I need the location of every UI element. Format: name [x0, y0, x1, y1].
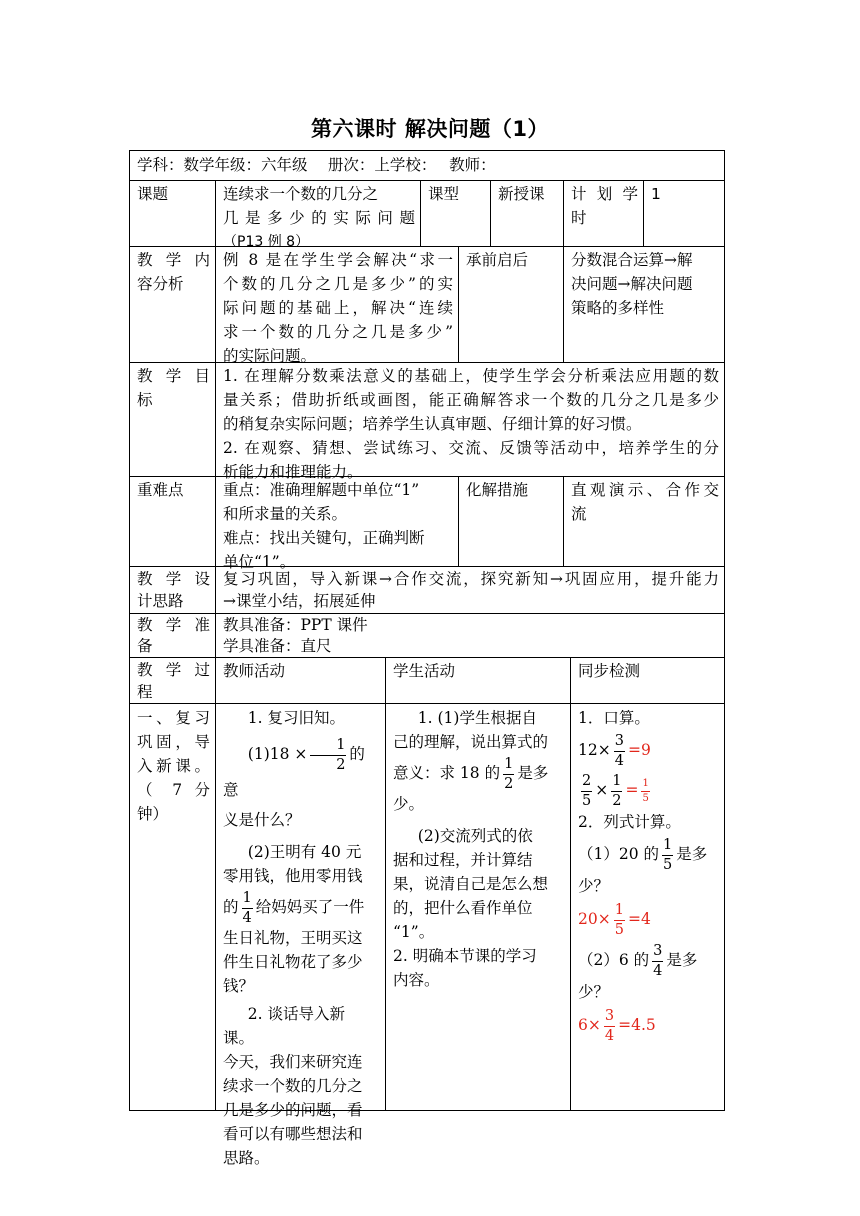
- answer-one-fifth: $\frac{1}{5}$: [642, 777, 649, 804]
- teacher-activity-header: 教师活动: [223, 662, 286, 680]
- answer-9: =9: [627, 741, 651, 759]
- topic-label: 课题: [137, 185, 169, 203]
- connection-text: 分数混合运算→解 决问题→解决问题 策略的多样性: [571, 251, 693, 317]
- fraction-one-quarter: $\frac{1}{4}$: [242, 890, 252, 926]
- planned-hours-value: 1: [651, 185, 661, 203]
- goals-label: 教学目 标: [137, 367, 210, 409]
- connection-label: 承前启后: [466, 251, 529, 269]
- fraction-one-half: $\frac{1}{2}$: [310, 738, 346, 772]
- page-title: 第六课时 解决问题（1）: [311, 117, 549, 141]
- content-analysis-label: 教学内 容分析: [137, 251, 210, 293]
- key-points-label: 重难点: [137, 481, 184, 499]
- design-label: 教学设 计思路: [137, 570, 210, 610]
- prep-label: 教学准 备: [137, 616, 210, 655]
- student-activity-header: 学生活动: [393, 662, 456, 680]
- sync-check-header: 同步检测: [578, 662, 641, 680]
- measures-label: 化解措施: [466, 481, 529, 499]
- measures-text: 直观演示、合作交 流: [571, 481, 719, 523]
- topic-value: 连续求一个数的几分之 几是多少的实际问题 （P13 例 8）: [223, 185, 415, 250]
- fraction-one-fifth: $\frac{1}{5}$: [663, 837, 673, 873]
- content-analysis-text: 例 8 是在学生学会解决“求一 个数的几分之几是多少”的实 际问题的基础上，解决“连续 求一个数的几分之几是多少” 的实际问题。: [223, 251, 453, 365]
- header-info-row: 学科：数学年级：六年级 册次：上学校： 教师：: [137, 156, 496, 174]
- fraction-one-half: $\frac{1}{2}$: [612, 773, 622, 809]
- prep-text: 教具准备：PPT 课件 学具准备：直尺: [223, 616, 368, 655]
- stage1-label: 一、复习 巩固，导 入新课。 （ 7 分 钟）: [137, 709, 210, 823]
- stage1-sync-check: 1．口算。 12× $\frac{3}{4}$ =9 $\frac{2}{5}$ × $\frac{1}{2}$ = $\frac{1}{5}$ 2．列式计算。 （1）20 的 $\frac{1}{5}$ 是多 少？ 20× $\frac{1}{5}$ =4 （2）6 的 $\frac{3}{4}$ 是多 少？ 6× $\frac{3}{4}$ =4.5: [578, 709, 708, 1044]
- key-points-text: 重点：准确理解题中单位“1” 和所求量的关系。 难点：找出关键句，正确判断 单位“1”。: [223, 481, 425, 571]
- stage1-student-activity: 1. (1)学生根据自 己的理解，说出算式的 意义：求 18 的 $\frac{1}{2}$ 是多 少。 (2)交流列式的依 据和过程，并计算结 果，说清自己是怎么想 的，把什么看作单位 “1”。 2. 明确本节课的学习 内容。: [393, 709, 549, 989]
- answer-4: =4: [627, 910, 651, 928]
- design-text: 复习巩固，导入新课→合作交流，探究新知→巩固应用，提升能力 →课堂小结，拓展延伸: [223, 570, 719, 610]
- planned-hours-label: 计划学 时: [571, 185, 638, 227]
- lesson-type-label: 课型: [428, 185, 460, 203]
- goals-text: 1. 在理解分数乘法意义的基础上，使学生学会分析乘法应用题的数 量关系；借助折纸或画图，能正确解答求一个数的几分之几是多少 的稍复杂实际问题；培养学生认真审题、仔细计算的好习惯。 2. 在观察、猜想、尝试练习、交流、反馈等活动中，培养学生的分 析能力和推理能力。: [223, 367, 719, 481]
- lesson-type-value: 新授课: [498, 185, 545, 203]
- fraction-one-fifth: $\frac{1}{5}$: [614, 902, 624, 938]
- fraction-three-quarters: $\frac{3}{4}$: [614, 733, 624, 769]
- stage1-teacher-activity: 1. 复习旧知。 (1)18 × $\frac{1}{2}$ 的意 义是什么？ (2)王明有 40 元 零用钱，他用零用钱 的 $\frac{1}{4}$ 给妈妈买了一件 生日礼物，王明买这 件生日礼物花了多少 钱？ 2. 谈话导入新 课。 今天，我们来研究连 续求一个数的几分之 几是多少的问题，看 看可以有哪些想法和 思路。: [223, 709, 365, 1167]
- fraction-one-half: $\frac{1}{2}$: [504, 756, 514, 792]
- answer-4-5: =4.5: [618, 1016, 656, 1034]
- fraction-three-quarters: $\frac{3}{4}$: [653, 943, 663, 979]
- process-label: 教学过 程: [137, 661, 210, 701]
- fraction-three-quarters: $\frac{3}{4}$: [604, 1008, 615, 1044]
- fraction-two-fifths: $\frac{2}{5}$: [582, 773, 592, 809]
